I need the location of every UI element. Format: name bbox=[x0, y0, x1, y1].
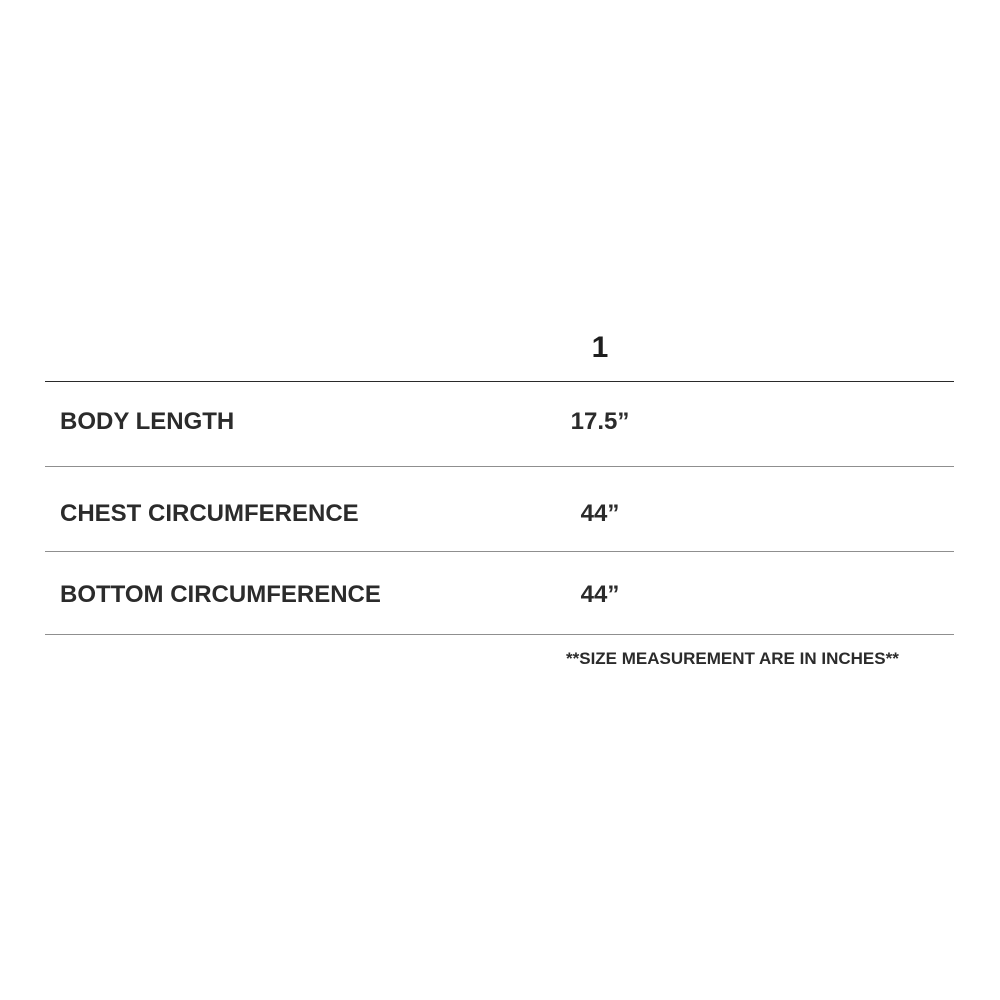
row-value-body-length: 17.5” bbox=[570, 408, 630, 435]
row-divider bbox=[45, 466, 954, 467]
row-value-bottom-circumference: 44” bbox=[580, 581, 620, 608]
header-divider bbox=[45, 381, 954, 382]
row-label-chest-circumference: CHEST CIRCUMFERENCE bbox=[60, 500, 359, 527]
row-label-bottom-circumference: BOTTOM CIRCUMFERENCE bbox=[60, 581, 381, 608]
table-bottom-divider bbox=[45, 634, 954, 635]
row-divider bbox=[45, 551, 954, 552]
row-label-body-length: BODY LENGTH bbox=[60, 408, 235, 435]
measurement-note: **SIZE MEASUREMENT ARE IN INCHES** bbox=[566, 649, 899, 668]
size-column-header: 1 bbox=[591, 331, 609, 364]
row-value-chest-circumference: 44” bbox=[580, 500, 620, 527]
